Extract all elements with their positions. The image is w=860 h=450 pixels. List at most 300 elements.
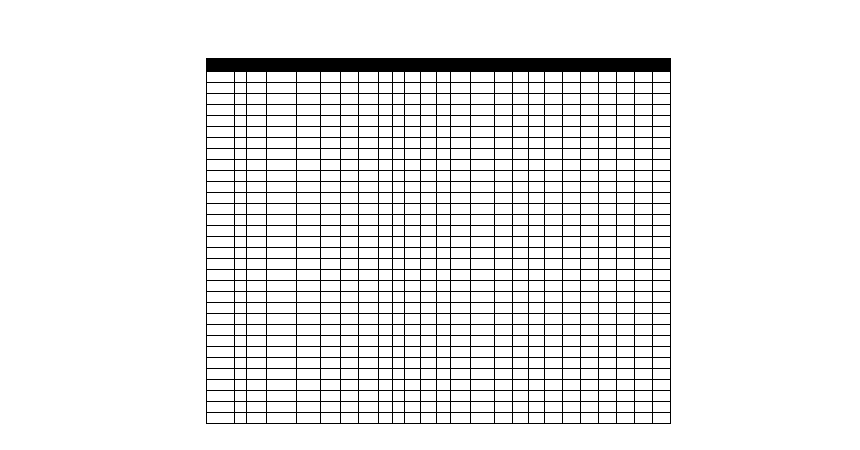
table-row xyxy=(207,314,671,325)
table-cell xyxy=(393,380,405,391)
table-cell xyxy=(495,116,513,127)
table-cell xyxy=(495,226,513,237)
table-cell xyxy=(359,171,379,182)
table-cell xyxy=(405,83,421,94)
table-cell xyxy=(563,83,581,94)
table-cell xyxy=(421,369,437,380)
table-cell xyxy=(297,116,321,127)
table-cell xyxy=(513,314,529,325)
table-cell xyxy=(235,303,247,314)
table-cell xyxy=(635,413,653,424)
table-cell xyxy=(437,413,451,424)
table-cell xyxy=(267,215,297,226)
table-row xyxy=(207,160,671,171)
table-cell xyxy=(563,259,581,270)
table-cell xyxy=(267,336,297,347)
table-cell xyxy=(617,325,635,336)
table-cell xyxy=(545,116,563,127)
table-cell xyxy=(359,72,379,83)
table-cell xyxy=(405,270,421,281)
table-cell xyxy=(437,83,451,94)
table-cell xyxy=(437,314,451,325)
table-cell xyxy=(635,116,653,127)
table-cell xyxy=(405,292,421,303)
table-cell xyxy=(341,358,359,369)
table-cell xyxy=(563,303,581,314)
table-cell xyxy=(393,127,405,138)
table-cell xyxy=(267,413,297,424)
table-cell xyxy=(379,314,393,325)
table-cell xyxy=(235,105,247,116)
table-cell xyxy=(563,204,581,215)
column-header xyxy=(359,59,379,72)
table-cell xyxy=(635,138,653,149)
table-cell xyxy=(635,237,653,248)
table-cell xyxy=(617,160,635,171)
column-header xyxy=(379,59,393,72)
table-cell xyxy=(581,226,599,237)
table-cell xyxy=(321,160,341,171)
table-cell xyxy=(421,413,437,424)
table-cell xyxy=(451,127,471,138)
table-cell xyxy=(563,182,581,193)
table-cell xyxy=(359,259,379,270)
table-cell xyxy=(513,72,529,83)
table-cell xyxy=(451,215,471,226)
table-cell xyxy=(635,193,653,204)
table-cell xyxy=(267,226,297,237)
table-cell xyxy=(379,204,393,215)
table-cell xyxy=(513,248,529,259)
table-cell xyxy=(321,193,341,204)
table-cell xyxy=(341,72,359,83)
table-cell xyxy=(267,369,297,380)
table-cell xyxy=(437,336,451,347)
table-cell xyxy=(207,171,235,182)
table-cell xyxy=(359,215,379,226)
column-header xyxy=(599,59,617,72)
table-cell xyxy=(653,204,671,215)
table-cell xyxy=(529,248,545,259)
table-cell xyxy=(393,303,405,314)
table-cell xyxy=(545,380,563,391)
table-cell xyxy=(235,116,247,127)
table-cell xyxy=(563,358,581,369)
table-cell xyxy=(513,83,529,94)
table-cell xyxy=(635,160,653,171)
table-cell xyxy=(321,292,341,303)
table-cell xyxy=(617,281,635,292)
table-cell xyxy=(207,182,235,193)
table-row xyxy=(207,83,671,94)
table-cell xyxy=(617,413,635,424)
table-cell xyxy=(653,116,671,127)
table-cell xyxy=(379,182,393,193)
table-cell xyxy=(359,127,379,138)
table-cell xyxy=(321,83,341,94)
table-cell xyxy=(529,105,545,116)
table-cell xyxy=(471,149,495,160)
table-cell xyxy=(529,358,545,369)
table-row xyxy=(207,248,671,259)
table-cell xyxy=(563,149,581,160)
table-cell xyxy=(405,281,421,292)
table-cell xyxy=(235,215,247,226)
table-cell xyxy=(653,193,671,204)
table-cell xyxy=(635,182,653,193)
table-cell xyxy=(451,138,471,149)
column-header xyxy=(617,59,635,72)
table-cell xyxy=(267,380,297,391)
table-cell xyxy=(207,314,235,325)
table-cell xyxy=(437,270,451,281)
table-row xyxy=(207,193,671,204)
table-cell xyxy=(451,149,471,160)
table-row xyxy=(207,105,671,116)
table-cell xyxy=(495,182,513,193)
table-cell xyxy=(247,391,267,402)
table-cell xyxy=(545,149,563,160)
table-cell xyxy=(393,369,405,380)
column-header xyxy=(207,59,235,72)
table-cell xyxy=(297,347,321,358)
table-cell xyxy=(653,127,671,138)
table-cell xyxy=(421,391,437,402)
table-cell xyxy=(581,138,599,149)
table-cell xyxy=(321,116,341,127)
table-cell xyxy=(247,248,267,259)
column-header xyxy=(405,59,421,72)
table-cell xyxy=(297,391,321,402)
table-cell xyxy=(653,325,671,336)
table-cell xyxy=(359,303,379,314)
table-cell xyxy=(451,171,471,182)
table-cell xyxy=(495,72,513,83)
table-cell xyxy=(545,314,563,325)
table-cell xyxy=(405,226,421,237)
table-cell xyxy=(599,413,617,424)
table-cell xyxy=(513,270,529,281)
table-cell xyxy=(247,413,267,424)
table-cell xyxy=(513,259,529,270)
table-cell xyxy=(235,292,247,303)
table-cell xyxy=(451,226,471,237)
table-cell xyxy=(471,303,495,314)
table-cell xyxy=(297,358,321,369)
table-cell xyxy=(581,215,599,226)
table-cell xyxy=(599,380,617,391)
table-cell xyxy=(247,226,267,237)
table-cell xyxy=(235,182,247,193)
table-row xyxy=(207,182,671,193)
table-cell xyxy=(451,292,471,303)
table-cell xyxy=(297,127,321,138)
table-cell xyxy=(545,358,563,369)
table-cell xyxy=(405,336,421,347)
data-table xyxy=(206,58,671,424)
table-cell xyxy=(247,171,267,182)
table-cell xyxy=(563,215,581,226)
table-cell xyxy=(393,358,405,369)
table-cell xyxy=(529,259,545,270)
table-cell xyxy=(471,215,495,226)
table-cell xyxy=(563,347,581,358)
table-cell xyxy=(267,83,297,94)
table-cell xyxy=(451,281,471,292)
table-cell xyxy=(635,380,653,391)
table-cell xyxy=(267,292,297,303)
table-cell xyxy=(207,215,235,226)
table-cell xyxy=(581,105,599,116)
table-cell xyxy=(495,292,513,303)
table-cell xyxy=(617,149,635,160)
table-cell xyxy=(421,314,437,325)
table-cell xyxy=(393,160,405,171)
table-row xyxy=(207,116,671,127)
table-cell xyxy=(513,94,529,105)
table-cell xyxy=(393,259,405,270)
table-cell xyxy=(471,83,495,94)
table-cell xyxy=(379,72,393,83)
table-cell xyxy=(267,303,297,314)
column-header xyxy=(653,59,671,72)
table-cell xyxy=(545,325,563,336)
table-cell xyxy=(405,171,421,182)
table-cell xyxy=(451,336,471,347)
table-cell xyxy=(379,281,393,292)
table-cell xyxy=(653,413,671,424)
table-cell xyxy=(421,149,437,160)
table-cell xyxy=(405,259,421,270)
table-cell xyxy=(653,270,671,281)
table-cell xyxy=(617,369,635,380)
table-cell xyxy=(247,83,267,94)
table-header xyxy=(207,59,671,72)
table-cell xyxy=(235,347,247,358)
table-cell xyxy=(513,237,529,248)
table-cell xyxy=(393,391,405,402)
table-cell xyxy=(563,413,581,424)
table-cell xyxy=(247,303,267,314)
table-cell xyxy=(321,413,341,424)
column-header xyxy=(297,59,321,72)
table-cell xyxy=(297,72,321,83)
table-cell xyxy=(321,149,341,160)
table-cell xyxy=(247,270,267,281)
table-cell xyxy=(617,138,635,149)
table-cell xyxy=(653,182,671,193)
table-cell xyxy=(297,182,321,193)
table-cell xyxy=(563,116,581,127)
table-cell xyxy=(495,138,513,149)
table-cell xyxy=(451,160,471,171)
table-cell xyxy=(529,215,545,226)
table-cell xyxy=(321,303,341,314)
table-cell xyxy=(451,72,471,83)
table-cell xyxy=(563,237,581,248)
table-cell xyxy=(321,369,341,380)
table-cell xyxy=(247,369,267,380)
table-cell xyxy=(379,303,393,314)
table-cell xyxy=(359,358,379,369)
table-cell xyxy=(341,182,359,193)
table-cell xyxy=(599,226,617,237)
table-cell xyxy=(393,138,405,149)
table-cell xyxy=(393,325,405,336)
table-cell xyxy=(529,336,545,347)
table-cell xyxy=(529,270,545,281)
table-row xyxy=(207,292,671,303)
table-cell xyxy=(513,336,529,347)
table-cell xyxy=(341,226,359,237)
table-cell xyxy=(247,237,267,248)
table-cell xyxy=(297,215,321,226)
table-cell xyxy=(421,237,437,248)
table-cell xyxy=(207,105,235,116)
table-cell xyxy=(495,391,513,402)
table-cell xyxy=(247,182,267,193)
table-cell xyxy=(635,94,653,105)
table-cell xyxy=(341,413,359,424)
table-cell xyxy=(235,138,247,149)
table-cell xyxy=(495,204,513,215)
table-cell xyxy=(207,226,235,237)
table-cell xyxy=(393,226,405,237)
table-cell xyxy=(471,138,495,149)
table-cell xyxy=(421,270,437,281)
table-cell xyxy=(617,259,635,270)
table-cell xyxy=(529,160,545,171)
table-cell xyxy=(379,325,393,336)
table-cell xyxy=(471,237,495,248)
table-cell xyxy=(545,237,563,248)
table-cell xyxy=(267,402,297,413)
table-cell xyxy=(451,270,471,281)
table-cell xyxy=(247,259,267,270)
table-cell xyxy=(495,402,513,413)
table-cell xyxy=(341,270,359,281)
column-header xyxy=(471,59,495,72)
table-cell xyxy=(653,292,671,303)
table-cell xyxy=(437,204,451,215)
table-cell xyxy=(635,83,653,94)
table-cell xyxy=(405,237,421,248)
table-cell xyxy=(581,358,599,369)
table-row xyxy=(207,391,671,402)
table-cell xyxy=(451,314,471,325)
table-cell xyxy=(451,358,471,369)
table-cell xyxy=(421,325,437,336)
table-cell xyxy=(247,116,267,127)
table-cell xyxy=(267,248,297,259)
table-cell xyxy=(545,292,563,303)
table-cell xyxy=(437,325,451,336)
table-cell xyxy=(563,281,581,292)
table-cell xyxy=(421,127,437,138)
column-header xyxy=(341,59,359,72)
table-cell xyxy=(207,347,235,358)
column-header xyxy=(513,59,529,72)
table-cell xyxy=(321,237,341,248)
table-cell xyxy=(437,303,451,314)
column-header xyxy=(267,59,297,72)
table-cell xyxy=(421,358,437,369)
table-cell xyxy=(207,391,235,402)
table-cell xyxy=(235,369,247,380)
table-cell xyxy=(207,149,235,160)
table-cell xyxy=(235,83,247,94)
table-cell xyxy=(393,215,405,226)
table-cell xyxy=(267,358,297,369)
table-cell xyxy=(437,127,451,138)
table-cell xyxy=(617,215,635,226)
table-cell xyxy=(247,347,267,358)
table-cell xyxy=(341,105,359,116)
table-cell xyxy=(495,105,513,116)
table-cell xyxy=(599,94,617,105)
table-cell xyxy=(617,204,635,215)
table-cell xyxy=(635,325,653,336)
table-cell xyxy=(341,149,359,160)
table-cell xyxy=(321,347,341,358)
table-cell xyxy=(599,72,617,83)
table-cell xyxy=(529,314,545,325)
table-cell xyxy=(635,336,653,347)
table-cell xyxy=(437,237,451,248)
table-cell xyxy=(513,116,529,127)
table-cell xyxy=(341,259,359,270)
table-cell xyxy=(297,336,321,347)
table-cell xyxy=(359,204,379,215)
table-cell xyxy=(297,314,321,325)
table-cell xyxy=(379,237,393,248)
table-cell xyxy=(653,347,671,358)
table-cell xyxy=(599,259,617,270)
table-cell xyxy=(617,380,635,391)
table-cell xyxy=(635,72,653,83)
table-cell xyxy=(297,171,321,182)
column-header xyxy=(495,59,513,72)
table-cell xyxy=(393,204,405,215)
column-header xyxy=(635,59,653,72)
table-cell xyxy=(617,270,635,281)
column-header xyxy=(235,59,247,72)
table-row xyxy=(207,402,671,413)
column-header xyxy=(321,59,341,72)
table-cell xyxy=(599,303,617,314)
table-cell xyxy=(405,369,421,380)
table-cell xyxy=(599,347,617,358)
table-cell xyxy=(267,127,297,138)
table-cell xyxy=(653,314,671,325)
table-cell xyxy=(321,259,341,270)
table-cell xyxy=(405,248,421,259)
table-cell xyxy=(421,116,437,127)
table-cell xyxy=(635,204,653,215)
table-cell xyxy=(207,160,235,171)
table-cell xyxy=(341,303,359,314)
table-cell xyxy=(297,248,321,259)
table-cell xyxy=(393,171,405,182)
table-row xyxy=(207,413,671,424)
table-cell xyxy=(563,226,581,237)
table-cell xyxy=(359,281,379,292)
table-cell xyxy=(393,314,405,325)
table-row xyxy=(207,149,671,160)
table-cell xyxy=(545,215,563,226)
table-cell xyxy=(653,149,671,160)
table-cell xyxy=(617,116,635,127)
